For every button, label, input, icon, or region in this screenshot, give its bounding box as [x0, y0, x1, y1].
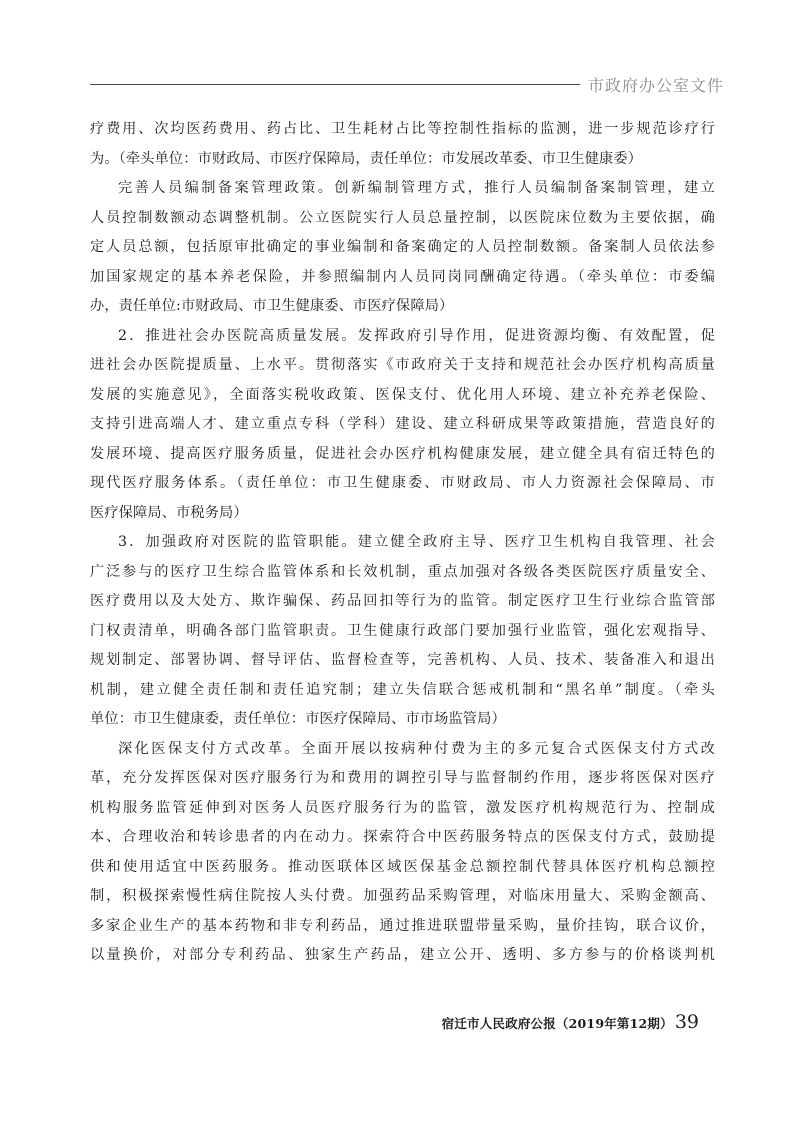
text-line: 为。（牵头单位：市财政局、市医疗保障局，责任单位：市发展改革委、市卫生健康委） — [90, 150, 643, 167]
paragraph-first-line: 3．加强政府对医院的监管职能。建立健全政府主导、医疗卫生机构自我管理、社会 — [118, 534, 715, 550]
text-line: 医疗费用以及大处方、欺诈骗保、药品回扣等行为的监管。制定医疗卫生行业综合监管部 — [90, 593, 715, 609]
text-line: 进社会办医院提质量、上水平。贯彻落实《市政府关于支持和规范社会办医疗机构高质量 — [90, 357, 715, 373]
text-line: 发展的实施意见》，全面落实税收政策、医保支付、优化用人环境、建立补充养老保险、 — [90, 386, 715, 403]
text-line: 支持引进高端人才、建立重点专科（学科）建设、建立科研成果等政策措施，营造良好的 — [90, 416, 715, 432]
text-line: 办，责任单位:市财政局、市卫生健康委、市医疗保障局） — [90, 298, 454, 314]
text-line: 疗费用、次均医药费用、药占比、卫生耗材占比等控制性指标的监测，进一步规范诊疗行 — [90, 121, 715, 137]
text-line: 机构服务监管延伸到对医务人员医疗服务行为的监管，激发医疗机构规范行为、控制成 — [90, 799, 715, 816]
text-line: 现代医疗服务体系。（责任单位：市卫生健康委、市财政局、市人力资源社会保障局、市 — [90, 475, 715, 491]
text-line: 以量换价，对部分专利药品、独家生产药品，建立公开、透明、多方参与的价格谈判机 — [90, 947, 715, 963]
header-rule — [90, 84, 580, 85]
text-line: 供和使用适宜中医药服务。推动医联体区域医保基金总额控制代替具体医疗机构总额控 — [90, 858, 715, 875]
text-line: 机制，建立健全责任制和责任追究制；建立失信联合惩戒机制和“黑名单”制度。（牵头 — [90, 681, 715, 698]
paragraph-first-line: 2．推进社会办医院高质量发展。发挥政府引导作用，促进资源均衡、有效配置，促 — [118, 327, 715, 344]
text-line: 医疗保障局、市税务局） — [90, 504, 248, 521]
text-line: 加国家规定的基本养老保险，并参照编制内人员同岗同酬确定待遇。（牵头单位：市委编 — [90, 268, 715, 285]
text-line: 本、合理收治和转诊患者的内在动力。探索符合中医药服务特点的医保支付方式，鼓励提 — [90, 829, 715, 845]
publication-title: 宿迁市人民政府公报（2019年第12期） — [441, 1016, 673, 1031]
text-line: 广泛参与的医疗卫生综合监管体系和长效机制，重点加强对各级各类医院医疗质量安全、 — [90, 563, 715, 580]
text-line: 制，积极探索慢性病住院按人头付费。加强药品采购管理，对临床用量大、采购金额高、 — [90, 888, 715, 904]
header-title: 市政府办公室文件 — [588, 76, 725, 95]
text-line: 定人员总额，包括原审批确定的事业编制和备案确定的人员控制数额。备案制人员依法参 — [90, 239, 715, 255]
text-line: 人员控制数额动态调整机制。公立医院实行人员总量控制，以医院床位数为主要依据，确 — [90, 209, 715, 226]
body-text — [90, 115, 715, 971]
paragraph-first-line: 完善人员编制备案管理政策。创新编制管理方式，推行人员编制备案制管理，建立 — [118, 180, 715, 196]
text-line: 发展环境、提高医疗服务质量，促进社会办医疗机构健康发展，建立健全具有宿迁特色的 — [90, 445, 715, 462]
page-footer — [442, 1011, 699, 1033]
text-line: 多家企业生产的基本药物和非专利药品，通过推进联盟带量采购，量价挂钩，联合议价， — [90, 917, 715, 934]
text-line: 单位：市卫生健康委，责任单位：市医疗保障局、市市场监管局） — [90, 711, 506, 727]
text-line: 革，充分发挥医保对医疗服务行为和费用的调控引导与监督制约作用，逐步将医保对医疗 — [90, 770, 715, 786]
text-line: 规划制定、部署协调、督导评估、监督检查等，完善机构、人员、技术、装备准入和退出 — [90, 652, 715, 668]
text-line: 门权责清单，明确各部门监管职责。卫生健康行政部门要加强行业监管，强化宏观指导、 — [90, 622, 715, 639]
page-number: 39 — [674, 1011, 699, 1033]
paragraph-first-line: 深化医保支付方式改革。全面开展以按病种付费为主的多元复合式医保支付方式改 — [118, 740, 715, 757]
